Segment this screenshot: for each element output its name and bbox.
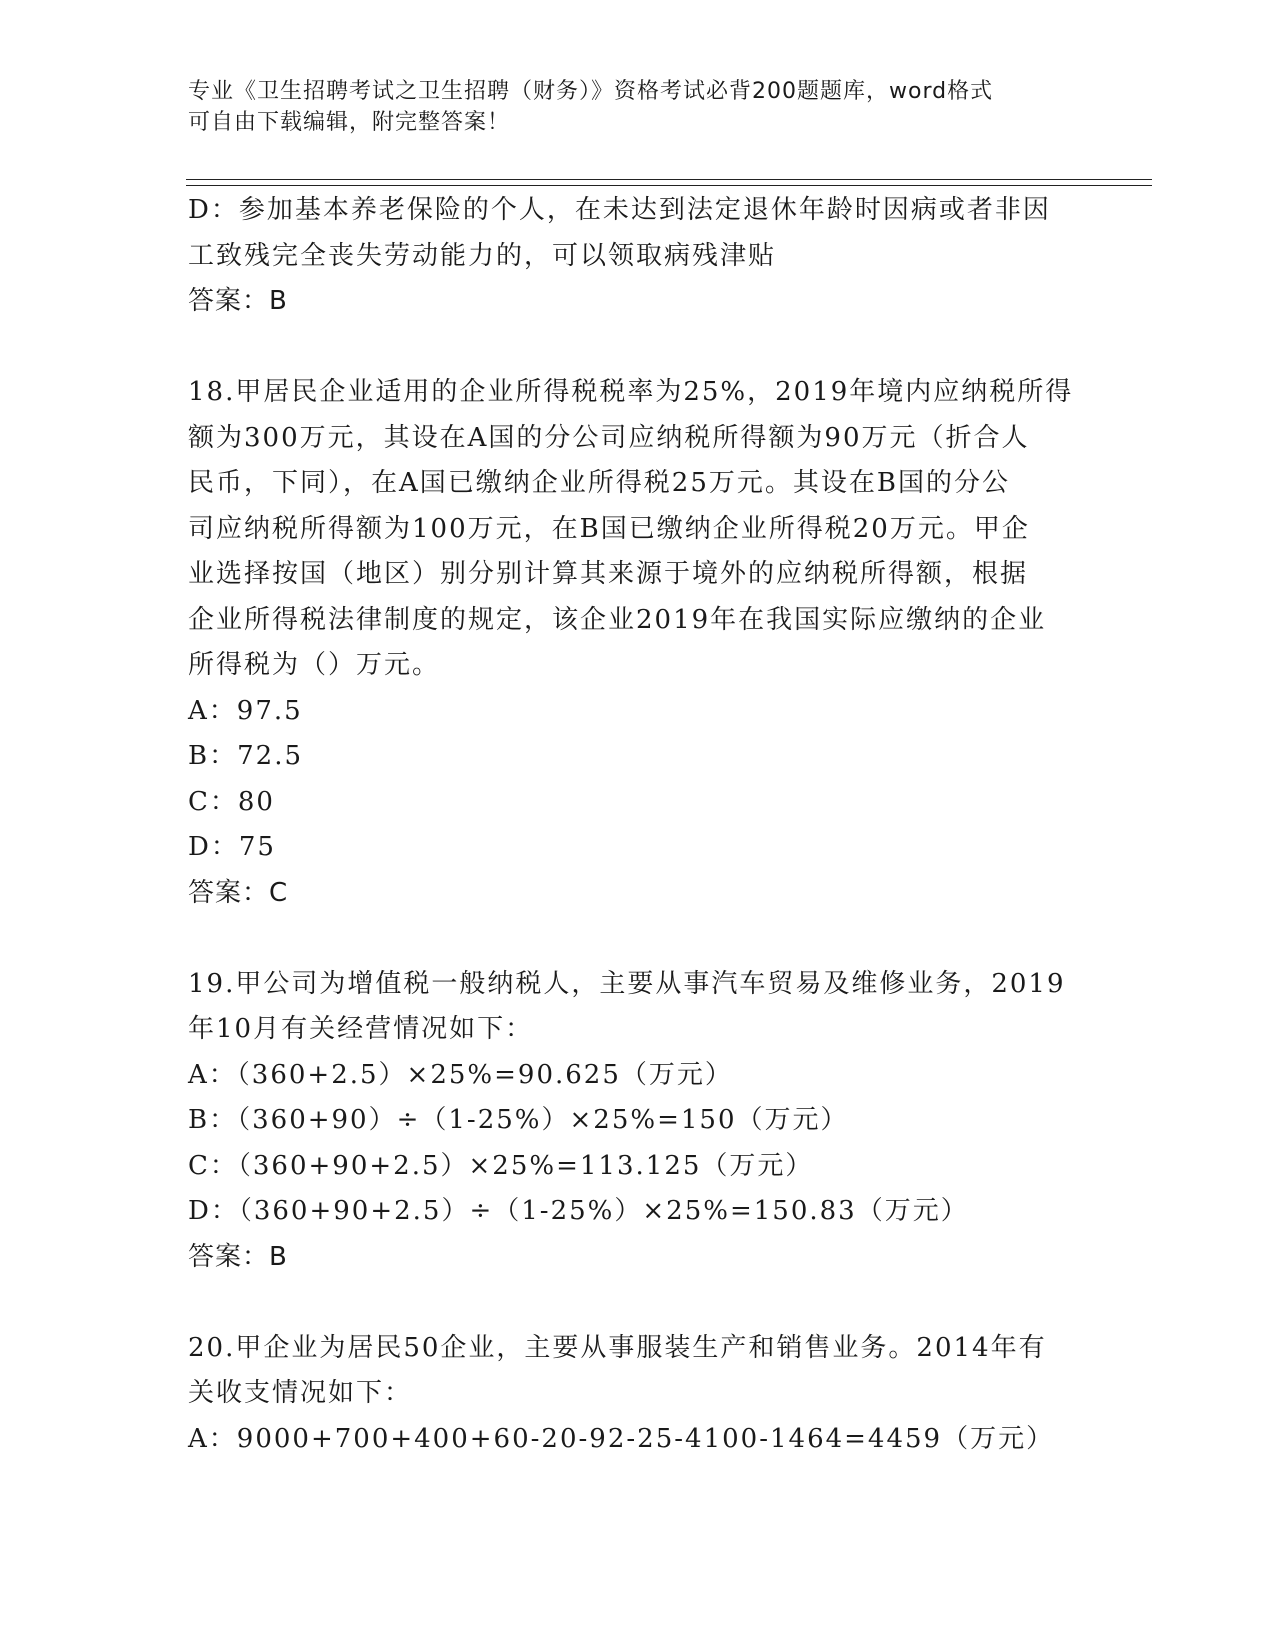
answer: 答案：B <box>188 1241 288 1272</box>
question-20 <box>188 1326 1088 1463</box>
answer: 答案：C <box>188 877 289 908</box>
question-stem-line: 20.甲企业为居民50企业，主要从事服装生产和销售业务。2014年有 <box>188 1332 1047 1363</box>
question-stem-line: 业选择按国（地区）别分别计算其来源于境外的应纳税所得额，根据 <box>188 559 1029 589</box>
question-stem-line: 19.甲公司为增值税一般纳税人，主要从事汽车贸易及维修业务，2019 <box>188 968 1066 999</box>
question-stem-line: 18.甲居民企业适用的企业所得税税率为25%，2019年境内应纳税所得 <box>188 377 1074 407</box>
option-b: B：（360+90）÷（1-25%）×25%=150（万元） <box>188 1105 849 1135</box>
question-18 <box>188 370 1088 916</box>
option-d: D：（360+90+2.5）÷（1-25%）×25%=150.83（万元） <box>188 1196 969 1226</box>
option-d-line-2: 工致残完全丧失劳动能力的，可以领取病残津贴 <box>188 240 777 271</box>
spacer <box>188 916 1088 962</box>
answer: 答案：B <box>188 286 288 316</box>
header-divider-top <box>186 179 1152 180</box>
document-header <box>188 76 1068 138</box>
question-17 <box>188 188 1088 325</box>
option-a: A：97.5 <box>188 695 303 726</box>
header-line-1: 专业《卫生招聘考试之卫生招聘（财务）》资格考试必背200题题库，word格式 <box>188 79 994 104</box>
option-d-line-1: D：参加基本养老保险的个人，在未达到法定退休年龄时因病或者非因 <box>188 195 1051 225</box>
option-c: C：80 <box>188 786 275 817</box>
header-line-2: 可自由下载编辑，附完整答案！ <box>188 110 511 135</box>
spacer <box>188 325 1088 371</box>
question-stem-line: 关收支情况如下： <box>188 1378 413 1408</box>
option-c: C：（360+90+2.5）×25%=113.125（万元） <box>188 1150 814 1181</box>
question-stem-line: 民币，下同），在A国已缴纳企业所得税25万元。其设在B国的分公 <box>188 468 1010 498</box>
option-d: D：75 <box>188 832 276 862</box>
question-stem-line: 所得税为（）万元。 <box>188 650 441 680</box>
spacer <box>188 1280 1088 1326</box>
option-a: A：（360+2.5）×25%=90.625（万元） <box>188 1059 733 1090</box>
question-19 <box>188 962 1088 1281</box>
question-stem-line: 企业所得税法律制度的规定，该企业2019年在我国实际应缴纳的企业 <box>188 604 1047 635</box>
option-a: A：9000+700+400+60-20-92-25-4100-1464=4459（万元） <box>188 1423 1055 1454</box>
header-divider-bottom <box>186 185 1152 186</box>
question-stem-line: 年10月有关经营情况如下： <box>188 1014 534 1044</box>
question-stem-line: 额为300万元，其设在A国的分公司应纳税所得额为90万元（折合人 <box>188 422 1030 453</box>
question-stem-line: 司应纳税所得额为100万元，在B国已缴纳企业所得税20万元。甲企 <box>188 513 1030 544</box>
option-b: B：72.5 <box>188 741 303 771</box>
question-list <box>188 188 1088 1462</box>
